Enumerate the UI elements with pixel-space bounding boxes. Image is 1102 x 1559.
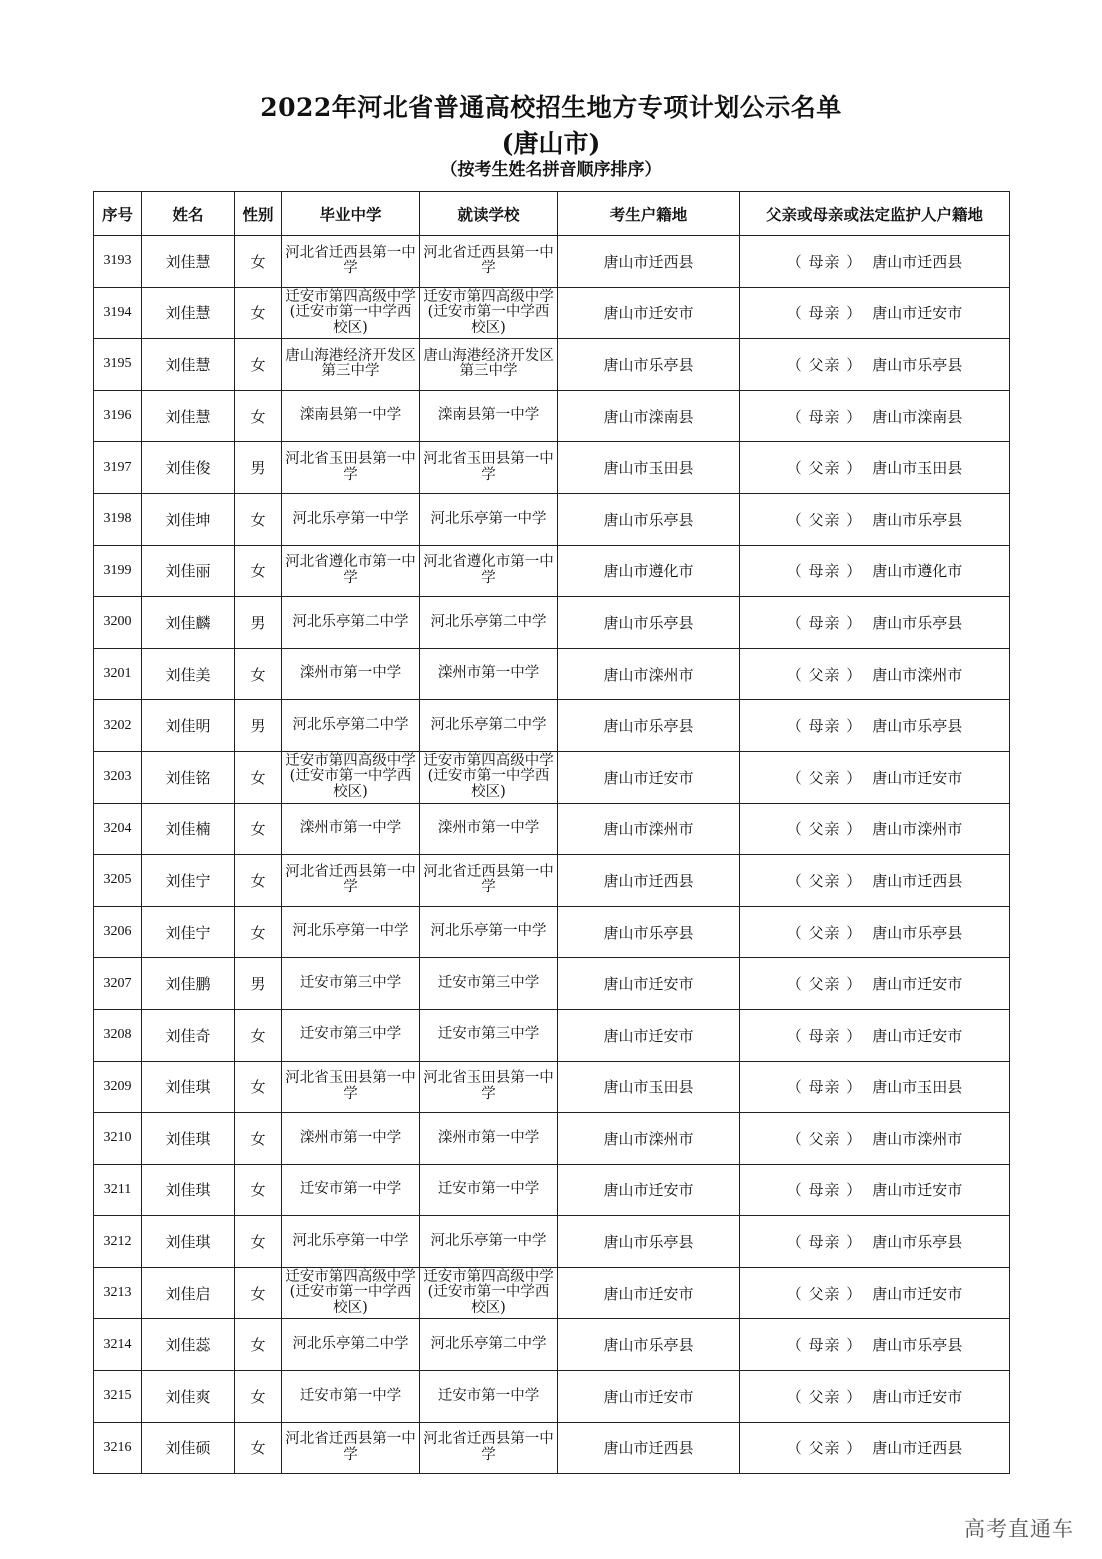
cell-no: 3210 [94,1113,142,1165]
cell-no: 3196 [94,390,142,442]
cell-parent-household [740,1319,1010,1371]
cell-household: 唐山市迁安市 [558,958,740,1010]
table-header-row [94,192,1010,236]
cell-parent-household [740,1061,1010,1113]
cell-name: 刘佳俊 [142,442,235,494]
cell-no: 3216 [94,1422,142,1474]
parent-household-place: 唐山市迁安市 [872,975,963,994]
page-title: 2022年河北省普通高校招生地方专项计划公示名单 [260,93,842,122]
parent-household-place: 唐山市迁安市 [872,1026,963,1045]
cell-gender: 女 [235,1267,282,1319]
cell-study-school: 迁安市第四高级中学(迁安市第一中学西校区) [420,287,558,339]
cell-name: 刘佳麟 [142,597,235,649]
table-row [94,648,1010,700]
parent-household-place: 唐山市滦州市 [872,665,963,684]
table-row [94,1267,1010,1319]
cell-grad-school: 唐山海港经济开发区第三中学 [282,339,420,391]
col-header-grad-school: 毕业中学 [282,192,420,236]
cell-parent-household [740,803,1010,855]
cell-grad-school: 河北省迁西县第一中学 [282,236,420,288]
parent-role: （ 父亲 ） [786,510,863,529]
table-row [94,1113,1010,1165]
parent-household-place: 唐山市滦州市 [872,820,963,839]
cell-name: 刘佳琪 [142,1113,235,1165]
cell-name: 刘佳蕊 [142,1319,235,1371]
parent-role: （ 父亲 ） [786,665,863,684]
cell-household: 唐山市乐亭县 [558,1319,740,1371]
cell-grad-school: 迁安市第四高级中学(迁安市第一中学西校区) [282,751,420,803]
parent-role: （ 母亲 ） [786,717,863,736]
table-row [94,493,1010,545]
parent-household-place: 唐山市迁西县 [872,252,963,271]
cell-no: 3200 [94,597,142,649]
cell-name: 刘佳鹏 [142,958,235,1010]
table-row [94,236,1010,288]
cell-gender: 女 [235,493,282,545]
cell-study-school: 迁安市第三中学 [420,1009,558,1061]
table-row [94,1164,1010,1216]
cell-name: 刘佳琪 [142,1164,235,1216]
cell-grad-school: 河北乐亭第一中学 [282,1216,420,1268]
parent-role: （ 父亲 ） [786,923,863,942]
cell-household: 唐山市遵化市 [558,545,740,597]
cell-household: 唐山市滦州市 [558,648,740,700]
cell-parent-household [740,597,1010,649]
parent-role: （ 父亲 ） [786,1387,863,1406]
parent-role: （ 母亲 ） [786,1181,863,1200]
cell-grad-school: 滦南县第一中学 [282,390,420,442]
cell-gender: 女 [235,1164,282,1216]
cell-grad-school: 迁安市第三中学 [282,1009,420,1061]
cell-household: 唐山市迁安市 [558,1371,740,1423]
cell-household: 唐山市迁西县 [558,855,740,907]
cell-parent-household [740,648,1010,700]
cell-study-school: 迁安市第三中学 [420,958,558,1010]
cell-grad-school: 滦州市第一中学 [282,1113,420,1165]
cell-no: 3198 [94,493,142,545]
cell-name: 刘佳宁 [142,906,235,958]
cell-name: 刘佳慧 [142,390,235,442]
cell-parent-household [740,906,1010,958]
table-row [94,855,1010,907]
table-row [94,803,1010,855]
cell-parent-household [740,236,1010,288]
cell-study-school: 迁安市第四高级中学(迁安市第一中学西校区) [420,751,558,803]
cell-no: 3197 [94,442,142,494]
cell-study-school: 河北乐亭第二中学 [420,1319,558,1371]
cell-household: 唐山市乐亭县 [558,339,740,391]
cell-parent-household [740,855,1010,907]
parent-role: （ 父亲 ） [786,1284,863,1303]
table-row [94,442,1010,494]
table-row [94,700,1010,752]
cell-gender: 男 [235,597,282,649]
parent-household-place: 唐山市乐亭县 [872,355,963,374]
parent-role: （ 母亲 ） [786,1078,863,1097]
cell-study-school: 滦州市第一中学 [420,648,558,700]
cell-study-school: 迁安市第一中学 [420,1371,558,1423]
parent-role: （ 父亲 ） [786,768,863,787]
cell-name: 刘佳启 [142,1267,235,1319]
cell-study-school: 河北省玉田县第一中学 [420,442,558,494]
cell-gender: 女 [235,648,282,700]
cell-gender: 女 [235,906,282,958]
cell-grad-school: 河北乐亭第一中学 [282,493,420,545]
cell-parent-household [740,287,1010,339]
cell-gender: 女 [235,1319,282,1371]
cell-grad-school: 河北乐亭第一中学 [282,906,420,958]
cell-name: 刘佳慧 [142,339,235,391]
cell-name: 刘佳丽 [142,545,235,597]
cell-name: 刘佳琪 [142,1216,235,1268]
cell-no: 3202 [94,700,142,752]
cell-household: 唐山市迁安市 [558,1267,740,1319]
cell-study-school: 河北乐亭第一中学 [420,493,558,545]
cell-study-school: 河北省迁西县第一中学 [420,855,558,907]
cell-study-school: 滦州市第一中学 [420,803,558,855]
cell-household: 唐山市迁安市 [558,751,740,803]
cell-grad-school: 河北乐亭第二中学 [282,1319,420,1371]
cell-parent-household [740,1422,1010,1474]
cell-name: 刘佳慧 [142,236,235,288]
cell-study-school: 河北乐亭第二中学 [420,597,558,649]
cell-no: 3193 [94,236,142,288]
parent-household-place: 唐山市乐亭县 [872,613,963,632]
cell-parent-household [740,1009,1010,1061]
parent-household-place: 唐山市迁西县 [872,1439,963,1458]
parent-role: （ 父亲 ） [786,871,863,890]
cell-name: 刘佳美 [142,648,235,700]
cell-no: 3214 [94,1319,142,1371]
cell-no: 3195 [94,339,142,391]
cell-study-school: 河北省玉田县第一中学 [420,1061,558,1113]
cell-household: 唐山市乐亭县 [558,906,740,958]
parent-household-place: 唐山市迁安市 [872,1387,963,1406]
cell-parent-household [740,1216,1010,1268]
cell-no: 3208 [94,1009,142,1061]
col-header-study-school: 就读学校 [420,192,558,236]
cell-household: 唐山市玉田县 [558,442,740,494]
cell-name: 刘佳坤 [142,493,235,545]
parent-household-place: 唐山市乐亭县 [872,923,963,942]
cell-no: 3203 [94,751,142,803]
cell-gender: 女 [235,390,282,442]
cell-gender: 女 [235,803,282,855]
cell-grad-school: 河北省迁西县第一中学 [282,1422,420,1474]
cell-study-school: 河北乐亭第一中学 [420,906,558,958]
cell-name: 刘佳琪 [142,1061,235,1113]
cell-parent-household [740,390,1010,442]
cell-gender: 女 [235,1009,282,1061]
parent-role: （ 父亲 ） [786,355,863,374]
watermark: 高考直通车 [964,1517,1074,1541]
table-row [94,545,1010,597]
cell-gender: 男 [235,700,282,752]
cell-study-school: 河北省遵化市第一中学 [420,545,558,597]
col-header-name: 姓名 [142,192,235,236]
cell-gender: 女 [235,1113,282,1165]
table-row [94,339,1010,391]
cell-gender: 女 [235,751,282,803]
parent-role: （ 父亲 ） [786,820,863,839]
cell-gender: 女 [235,1061,282,1113]
parent-household-place: 唐山市滦州市 [872,1129,963,1148]
cell-parent-household [740,1113,1010,1165]
cell-name: 刘佳楠 [142,803,235,855]
cell-name: 刘佳奇 [142,1009,235,1061]
cell-name: 刘佳慧 [142,287,235,339]
parent-role: （ 母亲 ） [786,1336,863,1355]
cell-grad-school: 迁安市第三中学 [282,958,420,1010]
cell-study-school: 河北省迁西县第一中学 [420,1422,558,1474]
parent-household-place: 唐山市滦南县 [872,407,963,426]
parent-role: （ 母亲 ） [786,613,863,632]
cell-no: 3207 [94,958,142,1010]
cell-no: 3194 [94,287,142,339]
cell-study-school: 河北乐亭第二中学 [420,700,558,752]
cell-grad-school: 河北乐亭第二中学 [282,597,420,649]
parent-household-place: 唐山市迁安市 [872,1181,963,1200]
table-body [94,236,1010,1474]
col-header-household: 考生户籍地 [558,192,740,236]
cell-study-school: 迁安市第四高级中学(迁安市第一中学西校区) [420,1267,558,1319]
cell-household: 唐山市迁安市 [558,1009,740,1061]
cell-study-school: 河北省迁西县第一中学 [420,236,558,288]
cell-household: 唐山市玉田县 [558,1061,740,1113]
cell-study-school: 迁安市第一中学 [420,1164,558,1216]
cell-grad-school: 迁安市第四高级中学(迁安市第一中学西校区) [282,287,420,339]
cell-household: 唐山市迁西县 [558,1422,740,1474]
cell-no: 3199 [94,545,142,597]
parent-household-place: 唐山市迁安市 [872,768,963,787]
table-row [94,751,1010,803]
cell-study-school: 滦南县第一中学 [420,390,558,442]
table-row [94,287,1010,339]
cell-household: 唐山市滦州市 [558,1113,740,1165]
cell-household: 唐山市乐亭县 [558,1216,740,1268]
cell-grad-school: 滦州市第一中学 [282,803,420,855]
cell-grad-school: 河北省迁西县第一中学 [282,855,420,907]
cell-household: 唐山市迁西县 [558,236,740,288]
cell-grad-school: 河北省玉田县第一中学 [282,1061,420,1113]
col-header-gender: 性别 [235,192,282,236]
cell-no: 3206 [94,906,142,958]
cell-gender: 女 [235,1371,282,1423]
cell-grad-school: 迁安市第一中学 [282,1371,420,1423]
cell-household: 唐山市滦南县 [558,390,740,442]
cell-gender: 女 [235,287,282,339]
cell-gender: 女 [235,1422,282,1474]
cell-gender: 男 [235,958,282,1010]
parent-role: （ 父亲 ） [786,1129,863,1148]
cell-parent-household [740,700,1010,752]
parent-household-place: 唐山市乐亭县 [872,1336,963,1355]
cell-grad-school: 迁安市第一中学 [282,1164,420,1216]
cell-name: 刘佳硕 [142,1422,235,1474]
parent-household-place: 唐山市迁安市 [872,1284,963,1303]
table-row [94,958,1010,1010]
cell-study-school: 滦州市第一中学 [420,1113,558,1165]
table-row [94,1319,1010,1371]
cell-grad-school: 滦州市第一中学 [282,648,420,700]
cell-no: 3212 [94,1216,142,1268]
cell-parent-household [740,1164,1010,1216]
table-row [94,1009,1010,1061]
cell-no: 3213 [94,1267,142,1319]
cell-no: 3209 [94,1061,142,1113]
parent-household-place: 唐山市玉田县 [872,459,963,478]
cell-parent-household [740,1371,1010,1423]
table-row [94,390,1010,442]
parent-household-place: 唐山市乐亭县 [872,717,963,736]
parent-household-place: 唐山市迁安市 [872,304,963,323]
table-row [94,1371,1010,1423]
cell-name: 刘佳爽 [142,1371,235,1423]
cell-gender: 男 [235,442,282,494]
cell-gender: 女 [235,339,282,391]
parent-household-place: 唐山市乐亭县 [872,510,963,529]
cell-gender: 女 [235,545,282,597]
cell-no: 3201 [94,648,142,700]
parent-role: （ 母亲 ） [786,562,863,581]
cell-household: 唐山市迁安市 [558,287,740,339]
cell-no: 3215 [94,1371,142,1423]
cell-gender: 女 [235,1216,282,1268]
cell-gender: 女 [235,855,282,907]
cell-household: 唐山市乐亭县 [558,597,740,649]
cell-household: 唐山市乐亭县 [558,700,740,752]
cell-parent-household [740,493,1010,545]
parent-role: （ 母亲 ） [786,1026,863,1045]
parent-role: （ 母亲 ） [786,304,863,323]
col-header-no: 序号 [94,192,142,236]
cell-no: 3204 [94,803,142,855]
cell-grad-school: 河北省遵化市第一中学 [282,545,420,597]
cell-parent-household [740,751,1010,803]
cell-household: 唐山市乐亭县 [558,493,740,545]
table-row [94,906,1010,958]
cell-household: 唐山市迁安市 [558,1164,740,1216]
cell-parent-household [740,442,1010,494]
cell-study-school: 河北乐亭第一中学 [420,1216,558,1268]
parent-role: （ 母亲 ） [786,1233,863,1252]
parent-role: （ 父亲 ） [786,975,863,994]
cell-gender: 女 [235,236,282,288]
cell-parent-household [740,545,1010,597]
table-row [94,1422,1010,1474]
cell-grad-school: 迁安市第四高级中学(迁安市第一中学西校区) [282,1267,420,1319]
cell-parent-household [740,1267,1010,1319]
parent-household-place: 唐山市乐亭县 [872,1233,963,1252]
cell-parent-household [740,339,1010,391]
cell-grad-school: 河北乐亭第二中学 [282,700,420,752]
cell-study-school: 唐山海港经济开发区第三中学 [420,339,558,391]
parent-household-place: 唐山市迁西县 [872,871,963,890]
cell-no: 3211 [94,1164,142,1216]
page-subtitle: (唐山市) [501,129,601,158]
roster-table [93,191,1010,1474]
cell-grad-school: 河北省玉田县第一中学 [282,442,420,494]
parent-role: （ 父亲 ） [786,459,863,478]
parent-role: （ 母亲 ） [786,252,863,271]
cell-household: 唐山市滦州市 [558,803,740,855]
cell-name: 刘佳宁 [142,855,235,907]
cell-name: 刘佳铭 [142,751,235,803]
parent-role: （ 父亲 ） [786,1439,863,1458]
cell-no: 3205 [94,855,142,907]
cell-name: 刘佳明 [142,700,235,752]
table-row [94,1216,1010,1268]
table-row [94,1061,1010,1113]
parent-role: （ 母亲 ） [786,407,863,426]
parent-household-place: 唐山市玉田县 [872,1078,963,1097]
sort-note: （按考生姓名拼音顺序排序） [440,160,662,180]
table-row [94,597,1010,649]
parent-household-place: 唐山市遵化市 [872,562,963,581]
cell-parent-household [740,958,1010,1010]
col-header-parent-household: 父亲或母亲或法定监护人户籍地 [740,192,1010,236]
